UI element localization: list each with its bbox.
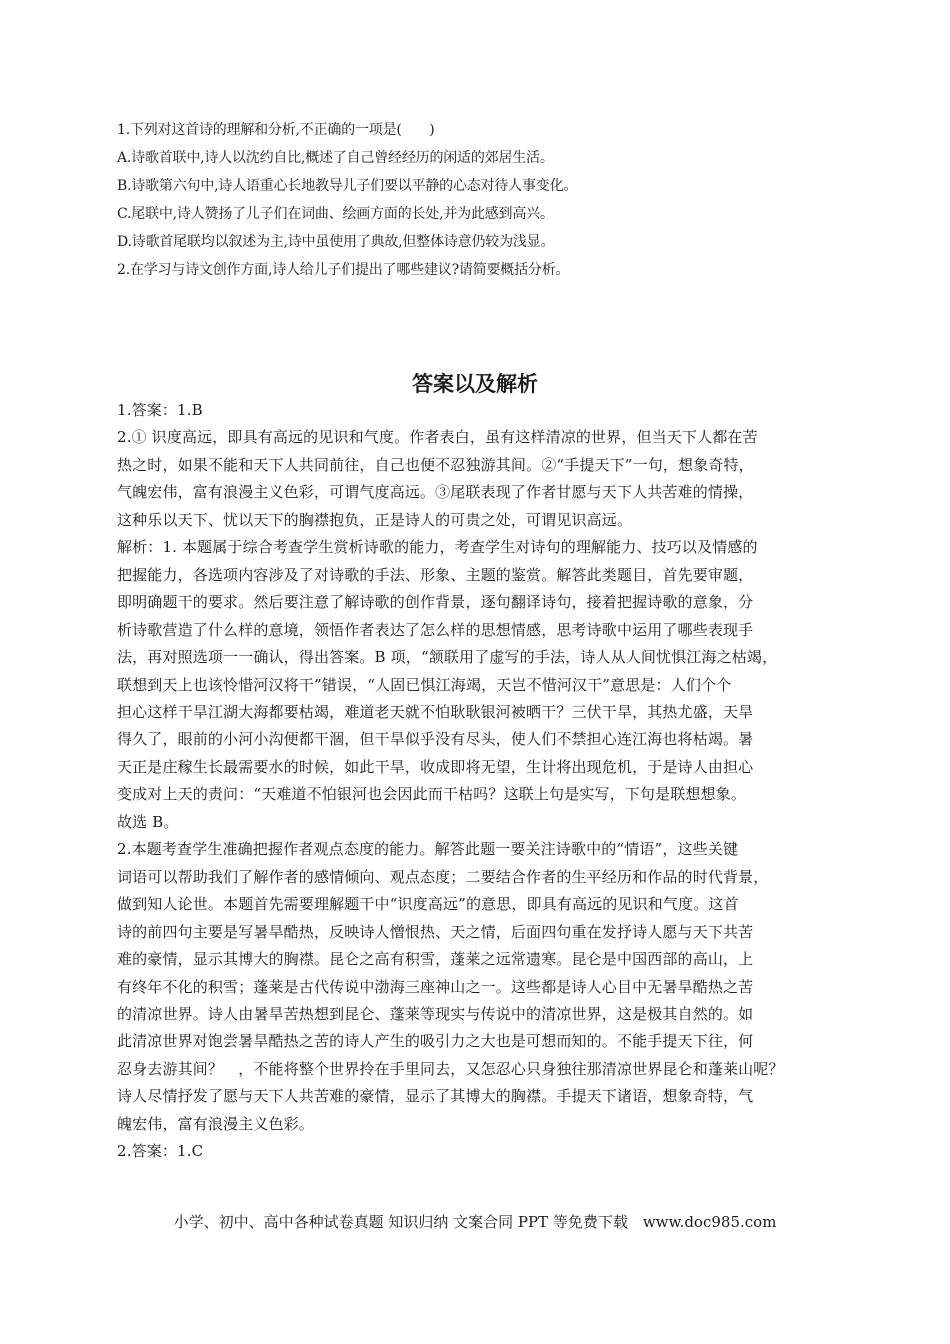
- analysis-line: 担心这样干旱江湖大海都要枯竭，难道老天就不怕耿耿银河被晒干？三伏干旱，其热尤盛，天旱: [117, 702, 754, 721]
- option-b: B.诗歌第六句中,诗人语重心长地教导儿子们要以平静的心态对待人事变化。: [117, 178, 578, 194]
- footer-text: 小学、初中、高中各种试卷真题 知识归纳 文案合同 PPT 等免费下载 www.doc985.com: [173, 1213, 777, 1231]
- answer-block: [117, 397, 847, 1166]
- analysis-line: 联想到天上也该怜惜河汉将干”错误，“人固已惧江海竭，天岂不惜河汉干”意思是：人们个个: [117, 675, 732, 694]
- analysis-line: 此清凉世界对饱尝暑旱酷热之苦的诗人产生的吸引力之大也是可想而知的。不能手提天下往，何: [117, 1032, 754, 1051]
- question-block: [117, 116, 857, 284]
- analysis-line: 有终年不化的积雪；蓬莱是古代传说中渤海三座神山之一。这些都是诗人心目中无暑旱酷热之苦: [117, 977, 754, 996]
- option-a: A.诗歌首联中,诗人以沈约自比,概述了自己曾经经历的闲适的郊居生活。: [117, 150, 554, 166]
- option-d: D.诗歌首尾联均以叙述为主,诗中虽使用了典故,但整体诗意仍较为浅显。: [117, 234, 555, 250]
- analysis-line: 诗的前四句主要是写暑旱酷热，反映诗人憎恨热、天之情，后面四句重在发抒诗人愿与天下共苦: [117, 922, 754, 941]
- question-1: 1.下列对这首诗的理解和分析,不正确的一项是( ): [117, 122, 435, 138]
- analysis-line: 析诗歌营造了什么样的意境，领悟作者表达了怎么样的思想情感，思考诗歌中运用了哪些表现手: [117, 620, 754, 639]
- question-2: 2.在学习与诗文创作方面,诗人给儿子们提出了哪些建议?请简要概括分析。: [117, 262, 570, 278]
- answer-line: 气魄宏伟，富有浪漫主义色彩，可谓气度高远。③尾联表现了作者甘愿与天下人共苦难的情操，: [117, 483, 754, 502]
- answer-line: 2.① 识度高远，即具有高远的见识和气度。作者表白，虽有这样清凉的世界，但当天下人都在苦: [117, 428, 758, 447]
- analysis-line: 词语可以帮助我们了解作者的感情倾向、观点态度；二要结合作者的生平经历和作品的时代背景，: [117, 867, 769, 886]
- analysis-line: 忍身去游其间？ ，不能将整个世界拎在手里同去，又怎忍心只身独往那清凉世界昆仑和蓬莱山呢？: [117, 1059, 784, 1078]
- analysis-line: 得久了，眼前的小河小沟便都干涸，但干旱似乎没有尽头，使人们不禁担心连江海也将枯竭。暑: [117, 730, 754, 749]
- analysis-line: 2.本题考查学生准确把握作者观点态度的能力。解答此题一要关注诗歌中的“情语”，这些关键: [117, 840, 739, 859]
- analysis-line: 法，再对照选项一一确认，得出答案。B 项，“颔联用了虚写的手法，诗人从人间忧惧江海之枯竭，: [117, 648, 778, 667]
- analysis-line: 故选 B。: [117, 812, 179, 831]
- analysis-line: 做到知人论世。本题首先需要理解题干中“识度高远”的意思，即具有高远的见识和气度。这首: [117, 895, 739, 914]
- answer-line: 2.答案：1.C: [117, 1142, 204, 1161]
- answer-line: 1.答案：1.B: [117, 401, 203, 419]
- section-title: 答案以及解析: [412, 372, 538, 396]
- analysis-line: 即明确题干的要求。然后要注意了解诗歌的创作背景，逐句翻译诗句，接着把握诗歌的意象，分: [117, 593, 754, 612]
- analysis-line: 把握能力，各选项内容涉及了对诗歌的手法、形象、主题的鉴赏。解答此类题目，首先要审题，: [117, 565, 754, 584]
- answer-line: 热之时，如果不能和天下人共同前往，自己也便不忍独游其间。②“手提天下”一句，想象奇特，: [117, 455, 754, 474]
- analysis-line: 天正是庄稼生长最需要水的时候，如此干旱，收成即将无望，生计将出现危机，于是诗人由担心: [117, 757, 754, 776]
- option-c: C.尾联中,诗人赞扬了儿子们在词曲、绘画方面的长处,并为此感到高兴。: [117, 206, 554, 222]
- analysis-line: 难的豪情，显示其博大的胸襟。昆仑之高有积雪，蓬莱之远常遗寒。昆仑是中国西部的高山，上: [117, 950, 754, 969]
- answer-line: 这种乐以天下、忧以天下的胸襟抱负，正是诗人的可贵之处，可谓见识高远。: [117, 510, 633, 529]
- analysis-line: 变成对上天的责问：“天难道不怕银河也会因此而干枯吗？这联上句是实写，下句是联想想象。: [117, 785, 746, 804]
- analysis-line: 诗人尽情抒发了愿与天下人共苦难的豪情，显示了其博大的胸襟。手提天下诸语，想象奇特，气: [117, 1087, 754, 1106]
- analysis-line: 的清凉世界。诗人由暑旱苦热想到昆仑、蓬莱等现实与传说中的清凉世界，这是极其自然的。如: [117, 1004, 754, 1023]
- analysis-line: 解析：1. 本题属于综合考查学生赏析诗歌的能力，考查学生对诗句的理解能力、技巧以及情感的: [117, 538, 758, 557]
- analysis-line: 魄宏伟，富有浪漫主义色彩。: [117, 1114, 314, 1133]
